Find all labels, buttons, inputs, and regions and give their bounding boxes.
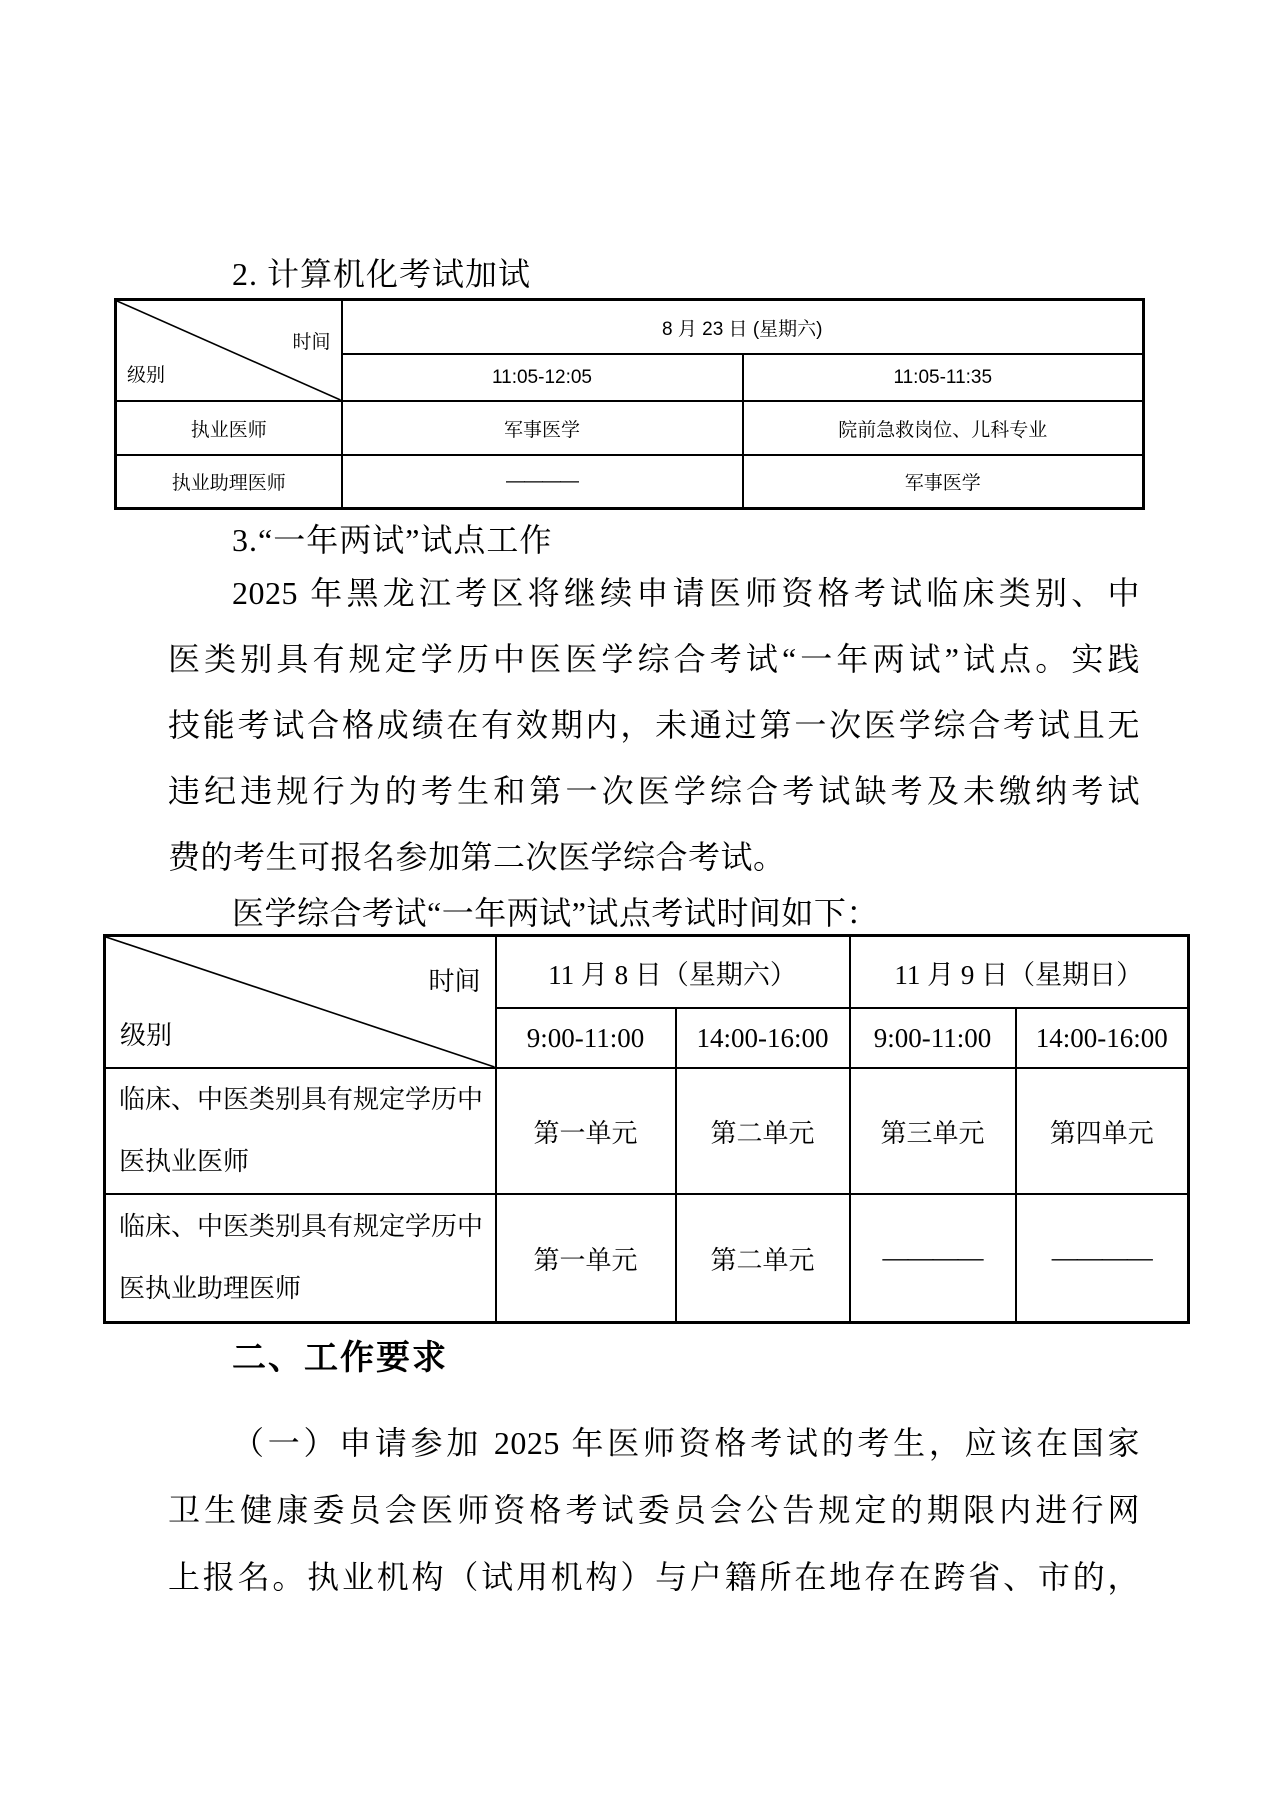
table-row [105, 1194, 1189, 1323]
paragraph-line: 技能考试合格成绩在有效期内，未通过第一次医学综合考试且无 [168, 707, 1140, 743]
table-row [116, 300, 1144, 355]
schedule-intro-line: 医学综合考试“一年两试”试点考试时间如下： [232, 895, 879, 931]
time-header-cell: 9:00-11:00 [850, 1008, 1016, 1068]
paragraph-line: 上报名。执业机构（试用机构）与户籍所在地存在跨省、市的， [168, 1559, 1140, 1595]
table-row [116, 455, 1144, 509]
unit-cell-empty: ———— [1016, 1194, 1189, 1323]
heading-computer-test: 2. 计算机化考试加试 [232, 256, 532, 292]
date-header-cell: 8 月 23 日 (星期六) [342, 300, 1144, 355]
time-header-cell: 11:05-11:35 [743, 354, 1144, 401]
pilot-paragraph [168, 560, 1140, 890]
subject-cell: 院前急救岗位、儿科专业 [743, 401, 1144, 455]
time-header-cell: 11:05-12:05 [342, 354, 743, 401]
unit-cell: 第三单元 [850, 1068, 1016, 1194]
corner-level-label: 级别 [127, 365, 166, 386]
unit-cell-empty: ———— [850, 1194, 1016, 1323]
unit-cell: 第二单元 [676, 1068, 850, 1194]
level-cell: 临床、中医类别具有规定学历中医执业助理医师 [105, 1194, 496, 1323]
time-header-cell: 9:00-11:00 [496, 1008, 676, 1068]
subject-cell: 军事医学 [743, 455, 1144, 509]
table-row [116, 401, 1144, 455]
computer-test-schedule-table [114, 298, 1145, 510]
unit-cell: 第一单元 [496, 1068, 676, 1194]
level-cell: 临床、中医类别具有规定学历中医执业医师 [105, 1068, 496, 1194]
paragraph-line: 卫生健康委员会医师资格考试委员会公告规定的期限内进行网 [168, 1492, 1140, 1528]
heading-pilot-program: 3.“一年两试”试点工作 [232, 522, 553, 558]
corner-time-label: 时间 [428, 967, 481, 996]
level-cell: 执业助理医师 [116, 455, 342, 509]
unit-cell: 第四单元 [1016, 1068, 1189, 1194]
diagonal-header-cell [105, 936, 496, 1069]
unit-cell: 第二单元 [676, 1194, 850, 1323]
paragraph-line: （一）申请参加 2025 年医师资格考试的考生，应该在国家 [232, 1425, 1140, 1461]
unit-cell: 第一单元 [496, 1194, 676, 1323]
heading-work-requirements: 二、工作要求 [232, 1339, 448, 1377]
date-header-cell: 11 月 9 日（星期日） [850, 936, 1189, 1009]
paragraph-line: 违纪违规行为的考生和第一次医学综合考试缺考及未缴纳考试 [168, 773, 1140, 809]
subject-cell-empty: ———— [342, 455, 743, 509]
date-header-cell: 11 月 8 日（星期六） [496, 936, 850, 1009]
requirements-paragraph [168, 1410, 1140, 1611]
paragraph-line: 费的考生可报名参加第二次医学综合考试。 [168, 839, 786, 875]
time-header-cell: 14:00-16:00 [676, 1008, 850, 1068]
paragraph-line: 2025 年黑龙江考区将继续申请医师资格考试临床类别、中 [232, 575, 1140, 611]
table-row [105, 1068, 1189, 1194]
diagonal-header-cell [116, 300, 342, 402]
corner-level-label: 级别 [120, 1021, 173, 1050]
level-cell: 执业医师 [116, 401, 342, 455]
paragraph-line: 医类别具有规定学历中医医学综合考试“一年两试”试点。实践 [168, 641, 1140, 677]
table-row [105, 936, 1189, 1009]
subject-cell: 军事医学 [342, 401, 743, 455]
time-header-cell: 14:00-16:00 [1016, 1008, 1189, 1068]
pilot-exam-schedule-table [103, 934, 1190, 1324]
corner-time-label: 时间 [292, 332, 331, 353]
